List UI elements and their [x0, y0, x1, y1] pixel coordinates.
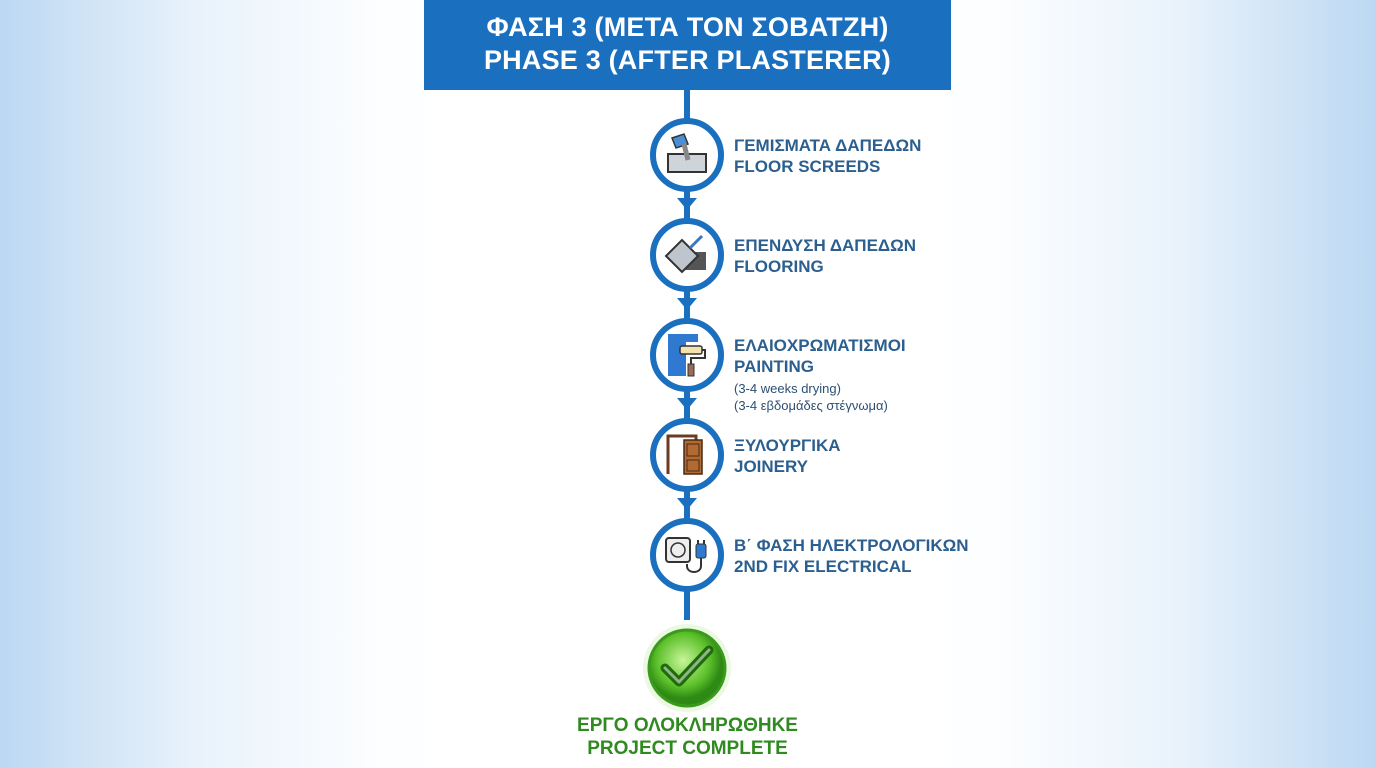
step-label-english: 2ND FIX ELECTRICAL: [734, 557, 912, 576]
arrow-down-icon: [677, 498, 697, 510]
step-floor-screeds: [650, 118, 950, 198]
step-label-english: JOINERY: [734, 457, 809, 476]
arrow-down-icon: [677, 198, 697, 210]
step-label-greek: ΕΠΕΝΔΥΣΗ ΔΑΠΕΔΩΝ: [734, 236, 917, 255]
arrow-down-icon: [677, 298, 697, 310]
step-flooring: [650, 218, 950, 298]
step-label-greek: ΞΥΛΟΥΡΓΙΚΑ: [734, 436, 841, 455]
step-joinery: [650, 418, 950, 498]
paint-roller-icon: [650, 318, 724, 392]
complete-english: PROJECT COMPLETE: [587, 738, 788, 759]
project-complete-label: [424, 714, 951, 760]
door-icon: [650, 418, 724, 492]
step-label-english: FLOOR SCREEDS: [734, 157, 881, 176]
title-english: PHASE 3 (AFTER PLASTERER): [483, 45, 892, 75]
arrow-down-icon: [677, 398, 697, 410]
complete-greek: ΕΡΓΟ ΟΛΟΚΛΗΡΩΘΗΚΕ: [577, 715, 798, 736]
step-label-greek: ΓΕΜΙΣΜΑΤΑ ΔΑΠΕΔΩΝ: [734, 136, 922, 155]
check-icon: [639, 620, 735, 716]
floor-screed-icon: [650, 118, 724, 192]
step-painting: [650, 318, 950, 413]
drying-note-greek: (3-4 εβδομάδες στέγνωμα): [734, 398, 888, 413]
step-2nd-fix-electrical: [650, 518, 969, 598]
step-label-greek: ΕΛΑΙΟΧΡΩΜΑΤΙΣΜΟΙ: [734, 336, 906, 355]
socket-plug-icon: [650, 518, 724, 592]
drying-note-english: (3-4 weeks drying): [734, 381, 841, 396]
header: [424, 0, 951, 90]
phase-3-flowchart: [424, 0, 969, 768]
trowel-tile-icon: [650, 218, 724, 292]
step-label-english: FLOORING: [734, 257, 824, 276]
step-label-english: PAINTING: [734, 357, 814, 376]
step-label-greek: Β΄ ΦΑΣΗ ΗΛΕΚΤΡΟΛΟΓΙΚΩΝ: [734, 536, 969, 555]
title-greek: ΦΑΣΗ 3 (ΜΕΤΑ ΤΟΝ ΣΟΒΑΤΖΗ): [486, 12, 889, 42]
